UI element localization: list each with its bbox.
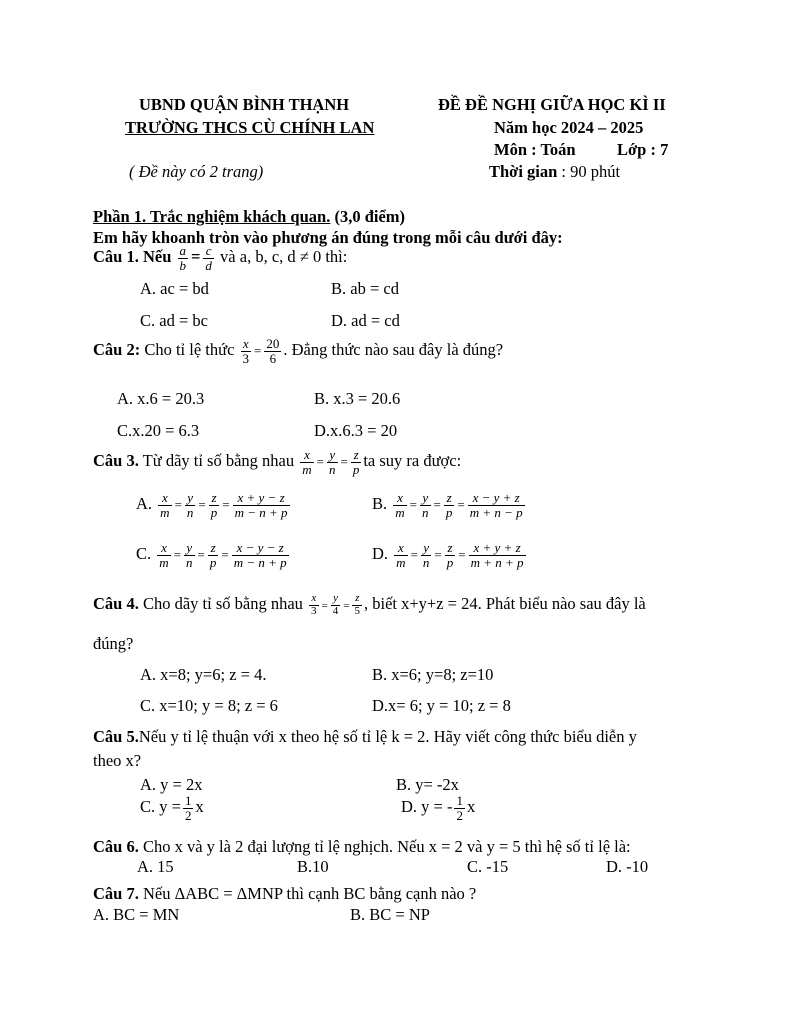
- q3-fraction-yn: $\frac{y}{n}$: [329, 447, 336, 477]
- q3-option-d-letter: D.: [372, 543, 389, 563]
- q3-label: Câu 3.: [93, 450, 139, 470]
- time-value: : 90 phút: [561, 162, 621, 181]
- q2-fraction-x3: $\frac{x}{3}$: [242, 336, 250, 366]
- q6-stem: [93, 837, 631, 857]
- q1-fraction-cd: $\frac{c}{d}$: [205, 243, 212, 273]
- grade-label: Lớp : 7: [617, 140, 669, 159]
- q4-option-c[interactable]: C. x=10; y = 8; z = 6: [140, 696, 278, 715]
- q2-prefix: Cho tỉ lệ thức: [144, 339, 235, 359]
- q2-stem: Câu 2: Cho tỉ lệ thức $\frac{x}{3}$ = $\frac{20}{6}$ . Đẳng thức nào sau đây là đúng?: [93, 336, 504, 366]
- q3-option-a-letter: A.: [136, 493, 153, 513]
- part1-instruction: Em hãy khoanh tròn vào phương án đúng trong mỗi câu dưới đây:: [93, 228, 563, 247]
- q5-stem: [93, 727, 637, 747]
- q4-fraction-y4: $\frac{y}{4}$: [332, 592, 339, 617]
- part1-points: (3,0 điểm): [334, 207, 406, 226]
- q3-option-b-result: $\frac{x - y + z}{m + n - p}$: [469, 490, 523, 520]
- q2-option-d[interactable]: D.x.6.3 = 20: [314, 421, 398, 440]
- page-count-note: ( Đề này có 2 trang): [129, 162, 264, 181]
- q4-stem-cont: đúng?: [93, 634, 134, 653]
- q3-fraction-zp: $\frac{z}{p}$: [352, 447, 360, 477]
- q3-option-c[interactable]: C. $\frac{x}{m}$ = $\frac{y}{n}$ = $\frac{z}{p}$ = $\frac{x - y - z}{m - n + p}$: [136, 540, 287, 570]
- q1-option-d[interactable]: D. ad = cd: [331, 311, 400, 330]
- q4-prefix: Cho dãy tỉ số bằng nhau: [142, 593, 303, 613]
- q3-fraction-xm: $\frac{x}{m}$: [302, 447, 312, 477]
- q6-option-a[interactable]: A. 15: [137, 857, 174, 876]
- q5-fraction-neg-half: $\frac{1}{2}$: [456, 793, 463, 823]
- q1-suffix: và a, b, c, d ≠ 0 thì:: [220, 246, 348, 266]
- q7-option-a[interactable]: A. BC = MN: [93, 905, 180, 924]
- q3-option-a-result: $\frac{x + y - z}{m - n + p}$: [234, 490, 288, 520]
- q6-option-d[interactable]: D. -10: [606, 857, 649, 876]
- q6-text: Cho x và y là 2 đại lượng tỉ lệ nghịch. Nếu x = 2 và y = 5 thì hệ số tỉ lệ là:: [142, 837, 631, 856]
- q5-option-c-var: x: [195, 796, 204, 816]
- q5-option-d[interactable]: [401, 794, 475, 822]
- q2-suffix: . Đẳng thức nào sau đây là đúng?: [283, 339, 504, 359]
- q3-suffix: ta suy ra được:: [363, 450, 462, 470]
- q2-fraction-20-6: $\frac{20}{6}$: [266, 336, 280, 366]
- q5-option-b[interactable]: B. y= -2x: [396, 775, 459, 794]
- q3-option-a[interactable]: A. $\frac{x}{m}$ = $\frac{y}{n}$ = $\frac{z}{p}$ = $\frac{x + y - z}{m - n + p}$: [136, 490, 288, 520]
- time-line: [489, 162, 620, 182]
- school-year: Năm học 2024 – 2025: [494, 118, 644, 137]
- q1-stem: Câu 1. Nếu $\frac{a}{b}$ = $\frac{c}{d}$ và a, b, c, d ≠ 0 thì:: [93, 243, 348, 273]
- q2-label: Câu 2:: [93, 339, 141, 359]
- q3-option-b[interactable]: B. $\frac{x}{m}$ = $\frac{y}{n}$ = $\frac{z}{p}$ = $\frac{x - y + z}{m + n - p}$: [372, 490, 523, 520]
- subject-label: Môn : Toán: [494, 140, 576, 159]
- q5-option-c-prefix: C. y =: [140, 796, 181, 816]
- q6-option-b[interactable]: B.10: [297, 857, 329, 876]
- q4-fraction-x3: $\frac{x}{3}$: [311, 592, 317, 617]
- q1-option-c[interactable]: C. ad = bc: [140, 311, 208, 330]
- q3-option-c-result: $\frac{x - y - z}{m - n + p}$: [233, 540, 287, 570]
- district-name: UBND QUẬN BÌNH THẠNH: [139, 95, 350, 114]
- q7-stem: [93, 884, 476, 904]
- q2-option-a[interactable]: A. x.6 = 20.3: [117, 389, 205, 408]
- q1-option-b[interactable]: B. ab = cd: [331, 279, 399, 298]
- q4-stem: Câu 4. Cho dãy tỉ số bằng nhau $\frac{x}{3}$ = $\frac{y}{4}$ = $\frac{z}{5}$ , biết x+y+z = 24. Phát biểu nào sau đây là: [93, 592, 646, 617]
- q4-option-d[interactable]: D.x= 6; y = 10; z = 8: [372, 696, 511, 715]
- q3-option-d-result: $\frac{x + y + z}{m + n + p}$: [470, 540, 524, 570]
- q5-fraction-half: $\frac{1}{2}$: [184, 793, 192, 823]
- q1-fraction-ab: $\frac{a}{b}$: [179, 243, 187, 273]
- q1-label: Câu 1.: [93, 246, 139, 266]
- school-name: TRƯỜNG THCS CÙ CHÍNH LAN: [125, 118, 375, 137]
- q4-option-a[interactable]: A. x=8; y=6; z = 4.: [140, 665, 267, 684]
- q5-option-c[interactable]: [140, 794, 204, 822]
- q7-text: Nếu ΔABC = ΔMNP thì cạnh BC bằng cạnh nào ?: [142, 884, 477, 903]
- q3-stem: Câu 3. Từ dãy tỉ số bằng nhau $\frac{x}{m}$ = $\frac{y}{n}$ = $\frac{z}{p}$ ta suy ra được:: [93, 447, 462, 477]
- q7-option-b[interactable]: B. BC = NP: [350, 905, 430, 924]
- q4-label: Câu 4.: [93, 593, 139, 613]
- q1-option-a[interactable]: A. ac = bd: [140, 279, 209, 298]
- q7-label: Câu 7.: [93, 884, 139, 903]
- q5-option-d-var: x: [466, 796, 476, 816]
- q5-stem-cont: theo x?: [93, 751, 142, 770]
- q5-option-d-prefix: D. y = -: [401, 796, 453, 816]
- q2-option-c[interactable]: C.x.20 = 6.3: [117, 421, 200, 440]
- part1-title: Phần 1. Trắc nghiệm khách quan.: [93, 207, 331, 226]
- q5-text: Nếu y tỉ lệ thuận với x theo hệ số tỉ lệ k = 2. Hãy viết công thức biểu diễn y: [138, 727, 637, 746]
- q1-prefix: Nếu: [142, 246, 172, 266]
- q3-option-b-letter: B.: [372, 493, 388, 513]
- q4-fraction-z5: $\frac{z}{5}$: [354, 592, 360, 617]
- q2-option-b[interactable]: B. x.3 = 20.6: [314, 389, 401, 408]
- q6-label: Câu 6.: [93, 837, 139, 856]
- q3-option-d[interactable]: D. $\frac{x}{m}$ = $\frac{y}{n}$ = $\frac{z}{p}$ = $\frac{x + y + z}{m + n + p}$: [372, 540, 524, 570]
- part1-heading: [93, 207, 405, 227]
- q6-option-c[interactable]: C. -15: [467, 857, 509, 876]
- exam-title: ĐỀ ĐỀ NGHỊ GIỮA HỌC KÌ II: [438, 95, 666, 114]
- q4-suffix: , biết x+y+z = 24. Phát biểu nào sau đây là: [363, 593, 646, 613]
- q5-option-a[interactable]: A. y = 2x: [140, 775, 203, 794]
- q5-label: Câu 5.: [93, 727, 139, 746]
- q3-prefix: Từ dãy tỉ số bằng nhau: [142, 450, 295, 470]
- time-label: Thời gian: [489, 162, 558, 181]
- q4-option-b[interactable]: B. x=6; y=8; z=10: [372, 665, 494, 684]
- q3-option-c-letter: C.: [136, 543, 152, 563]
